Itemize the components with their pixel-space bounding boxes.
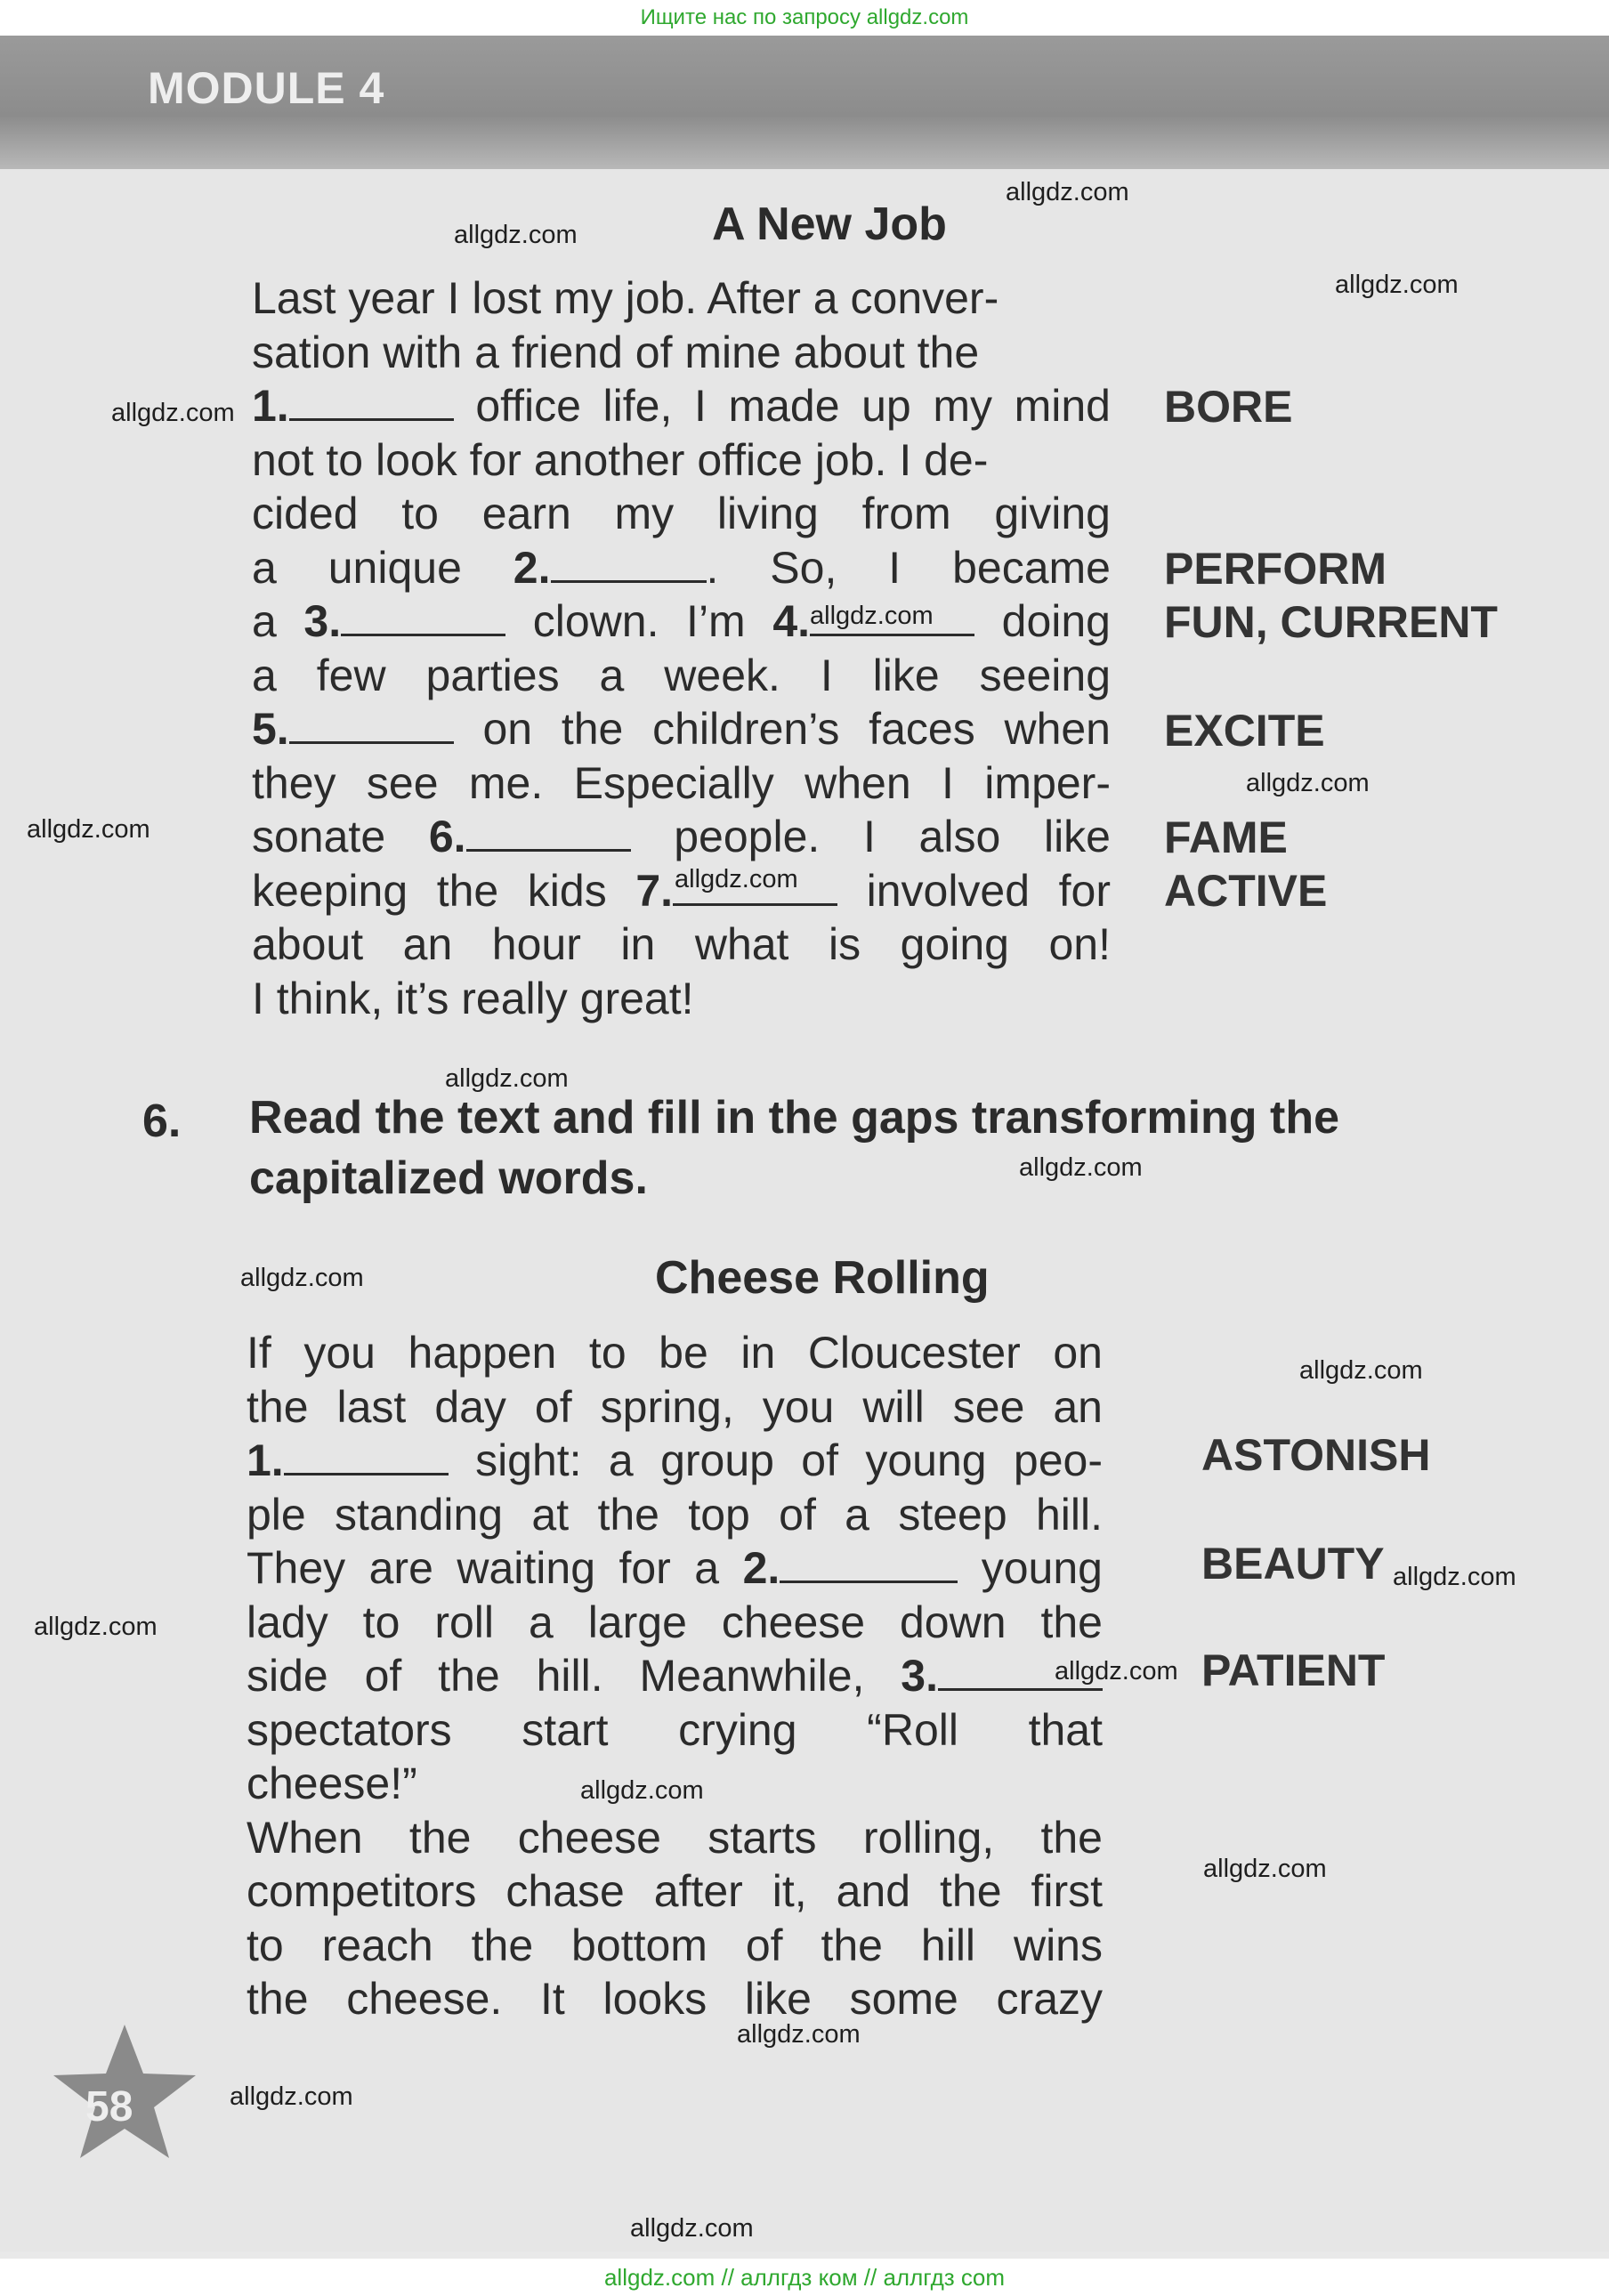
job-line xyxy=(252,379,1111,433)
watermark: allgdz.com xyxy=(34,1613,158,1641)
cheese-line: competitors chase after it, and the first xyxy=(247,1866,1103,1916)
watermark: allgdz.com xyxy=(810,602,934,630)
watermark: allgdz.com xyxy=(1246,769,1370,797)
task-instruction-line: capitalized words. xyxy=(249,1152,648,1204)
keyword-excite: EXCITE xyxy=(1164,706,1325,756)
cheese-line-text: young xyxy=(981,1543,1103,1593)
gap-number: 2. xyxy=(513,542,551,593)
job-line: cided to earn my living from giving xyxy=(252,489,1111,538)
keyword-astonish: ASTONISH xyxy=(1201,1430,1431,1480)
cheese-line xyxy=(247,1649,1103,1703)
gap-blank[interactable] xyxy=(341,598,505,636)
cheese-line: When the cheese starts rolling, the xyxy=(247,1812,1103,1863)
cheese-line: ple standing at the top of a steep hill. xyxy=(247,1489,1103,1540)
gap-blank[interactable] xyxy=(780,1545,958,1583)
job-line-text: sonate xyxy=(252,812,386,861)
watermark: allgdz.com xyxy=(675,865,798,893)
page-number: 58 xyxy=(85,2083,133,2130)
watermark: allgdz.com xyxy=(240,1264,364,1292)
gap-blank[interactable] xyxy=(284,1437,449,1475)
watermark: allgdz.com xyxy=(1203,1855,1327,1883)
cheese-line: the cheese. It looks like some crazy xyxy=(247,1974,1103,2024)
gap-blank[interactable] xyxy=(551,545,707,583)
job-line-text: people. I also like xyxy=(674,812,1111,861)
watermark: allgdz.com xyxy=(1393,1563,1516,1591)
job-line xyxy=(252,702,1111,756)
job-line-text: clown. I’m xyxy=(532,596,746,646)
cheese-line xyxy=(247,1541,1103,1596)
job-title: A New Job xyxy=(712,198,947,250)
task-instruction xyxy=(249,1087,1531,1209)
watermark: allgdz.com xyxy=(27,815,150,844)
gap-number: 7. xyxy=(635,865,674,916)
job-line-text: doing xyxy=(1001,596,1111,646)
job-line: they see me. Especially when I imper- xyxy=(252,757,1111,808)
gap-number: 6. xyxy=(428,812,466,861)
cheese-line: spectators start crying “Roll that xyxy=(247,1704,1103,1755)
gap-number: 3. xyxy=(901,1651,938,1701)
top-banner-link[interactable]: Ищите нас по запросу allgdz.com xyxy=(0,0,1609,36)
job-line: I think, it’s really great! xyxy=(252,973,694,1023)
job-line: Last year I lost my job. After a conver- xyxy=(252,273,999,323)
cheese-line: the last day of spring, you will see an xyxy=(247,1381,1103,1432)
job-line: sation with a friend of mine about the xyxy=(252,327,980,377)
job-line-text: office life, I made up my mind xyxy=(475,381,1111,431)
watermark: allgdz.com xyxy=(630,2214,754,2243)
job-text xyxy=(252,271,1111,1025)
keyword-perform: PERFORM xyxy=(1164,544,1387,594)
bottom-banner-link[interactable]: allgdz.com // аллгдз ком // аллгдз com xyxy=(0,2259,1609,2296)
gap-number: 2. xyxy=(742,1543,780,1593)
gap-number: 4. xyxy=(772,596,811,646)
watermark: allgdz.com xyxy=(1299,1356,1423,1385)
job-line-text: a unique xyxy=(252,542,462,593)
job-line xyxy=(252,594,1111,649)
job-line-text: . So, I became xyxy=(706,542,1111,593)
gap-number: 1. xyxy=(247,1435,284,1485)
watermark: allgdz.com xyxy=(454,221,578,249)
gap-blank[interactable] xyxy=(289,383,454,421)
keyword-active: ACTIVE xyxy=(1164,866,1328,916)
job-line: not to look for another office job. I de- xyxy=(252,434,989,485)
cheese-line: lady to roll a large cheese down the xyxy=(247,1597,1103,1647)
cheese-line-text: side of the hill. Meanwhile, xyxy=(247,1651,865,1701)
cheese-line xyxy=(247,1434,1103,1488)
cheese-text xyxy=(247,1326,1103,2026)
job-line xyxy=(252,810,1111,864)
keyword-beauty: BEAUTY xyxy=(1201,1539,1385,1589)
gap-blank[interactable] xyxy=(466,813,631,852)
watermark: allgdz.com xyxy=(445,1064,569,1093)
job-line-text: keeping the kids xyxy=(252,865,607,916)
job-line-text: involved for xyxy=(866,865,1111,916)
watermark: allgdz.com xyxy=(580,1776,704,1805)
task-instruction-line: Read the text and fill in the gaps transforming the xyxy=(249,1092,1340,1144)
keyword-patient: PATIENT xyxy=(1201,1645,1386,1695)
task-number: 6. xyxy=(142,1095,182,1147)
cheese-title: Cheese Rolling xyxy=(655,1252,990,1304)
job-line xyxy=(252,541,1111,595)
gap-number: 5. xyxy=(252,704,289,754)
watermark: allgdz.com xyxy=(1006,178,1129,206)
watermark: allgdz.com xyxy=(1335,271,1459,299)
cheese-line-text: They are waiting for a xyxy=(247,1543,720,1593)
watermark: allgdz.com xyxy=(1019,1153,1143,1182)
cheese-line: cheese!” xyxy=(247,1758,417,1808)
watermark: allgdz.com xyxy=(1055,1657,1178,1686)
watermark: allgdz.com xyxy=(230,2082,353,2111)
module-title: MODULE 4 xyxy=(148,63,385,113)
gap-number: 3. xyxy=(303,596,342,646)
gap-blank[interactable] xyxy=(289,706,454,744)
cheese-line: If you happen to be in Cloucester on xyxy=(247,1328,1103,1378)
job-line: about an hour in what is going on! xyxy=(252,919,1111,969)
gap-number: 1. xyxy=(252,381,289,431)
cheese-line-text: sight: a group of young peo- xyxy=(475,1435,1103,1485)
cheese-line: to reach the bottom of the hill wins xyxy=(247,1920,1103,1970)
job-line-text: a xyxy=(252,596,277,646)
keyword-fame: FAME xyxy=(1164,812,1288,862)
keyword-bore: BORE xyxy=(1164,382,1293,432)
keyword-fun-current: FUN, CURRENT xyxy=(1164,597,1498,647)
job-line-text: on the children’s faces when xyxy=(482,704,1111,754)
job-line: a few parties a week. I like seeing xyxy=(252,650,1111,700)
watermark: allgdz.com xyxy=(737,2020,861,2049)
watermark: allgdz.com xyxy=(111,399,235,427)
